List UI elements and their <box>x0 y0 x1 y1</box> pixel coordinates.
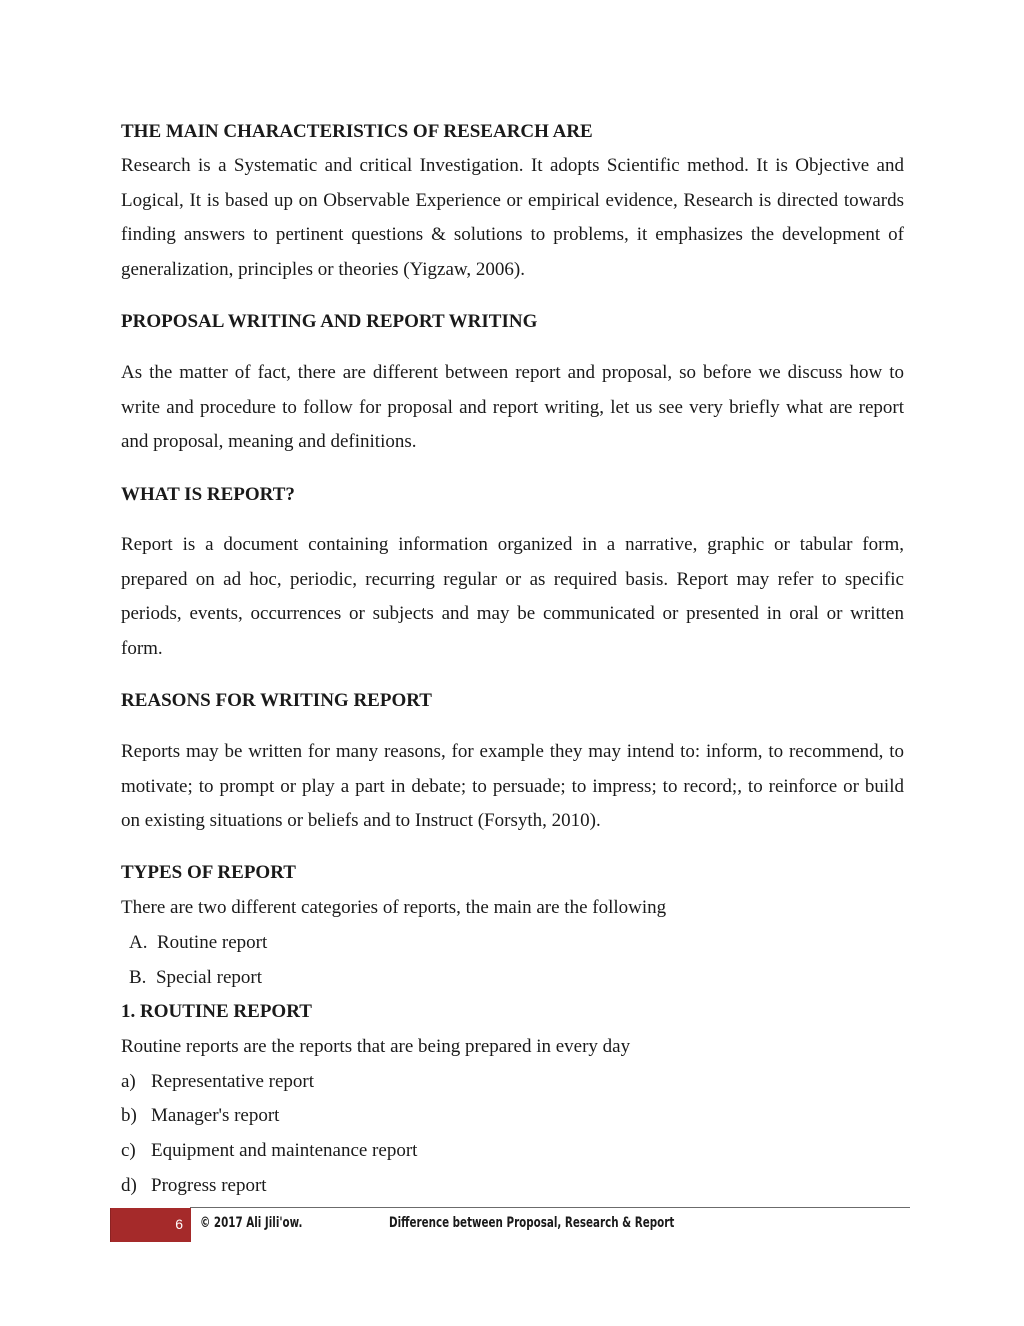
footer-rule <box>190 1207 910 1208</box>
paragraph-what-is-report: Report is a document containing information organized in a narrative, graphic or tabular form, prepared on ad hoc, periodic, recurring regular or as required basis. Report may refer to specific periods, events, occurrences or subjects and may be communicated or presented in oral or written form. <box>121 534 904 659</box>
heading-what-is-report: WHAT IS REPORT? <box>121 484 295 505</box>
list-marker: d) <box>121 1175 137 1196</box>
footer-copyright: © 2017 Ali Jili'ow. <box>200 1215 303 1231</box>
list-item <box>121 1070 314 1094</box>
heading-routine-report: 1. ROUTINE REPORT <box>121 1001 312 1022</box>
footer-title: Difference between Proposal, Research & Report <box>389 1215 675 1231</box>
list-item <box>129 966 262 990</box>
heading-proposal-writing: PROPOSAL WRITING AND REPORT WRITING <box>121 311 538 332</box>
paragraph-proposal-writing: As the matter of fact, there are different between report and proposal, so before we discuss how to write and procedure to follow for proposal and report writing, let us see very briefly what are report and proposal, meaning and definitions. <box>121 362 904 453</box>
list-item-label: Special report <box>155 967 262 988</box>
list-item <box>129 931 267 955</box>
list-item <box>121 1139 417 1163</box>
list-marker: b) <box>121 1105 137 1126</box>
list-marker: a) <box>121 1071 136 1092</box>
list-marker: A. <box>129 932 148 953</box>
types-intro-text: There are two different categories of reports, the main are the following <box>121 897 667 918</box>
list-item-label: Routine report <box>156 932 268 953</box>
paragraph-main-characteristics: Research is a Systematic and critical Investigation. It adopts Scientific method. It is Objective and Logical, It is based up on Observable Experience or empirical evidence, Research is directed towards finding answers to pertinent questions & solutions to problems, it emphasizes the development of generalization, principles or theories (Yigzaw, 2006). <box>121 155 904 280</box>
heading-types-of-report: TYPES OF REPORT <box>121 862 296 883</box>
list-marker: B. <box>129 967 147 988</box>
list-item-label: Representative report <box>151 1071 315 1092</box>
list-item-label: Equipment and maintenance report <box>151 1140 418 1161</box>
heading-reasons-writing-report: REASONS FOR WRITING REPORT <box>121 690 432 711</box>
list-item <box>121 1104 279 1128</box>
list-item-label: Manager's report <box>151 1105 280 1126</box>
heading-main-characteristics: THE MAIN CHARACTERISTICS OF RESEARCH ARE <box>121 121 593 142</box>
page-number-badge <box>110 1208 191 1242</box>
paragraph-reasons-writing-report: Reports may be written for many reasons, for example they may intend to: inform, to recommend, to motivate; to prompt or play a part in debate; to persuade; to impress; to record;, to reinforce or build on existing situations or beliefs and to Instruct (Forsyth, 2010). <box>121 741 904 832</box>
list-marker: c) <box>121 1140 136 1161</box>
list-item-label: Progress report <box>151 1175 267 1196</box>
routine-intro-text: Routine reports are the reports that are being prepared in every day <box>121 1036 631 1057</box>
page-number: 6 <box>175 1216 183 1232</box>
list-item <box>121 1174 267 1198</box>
